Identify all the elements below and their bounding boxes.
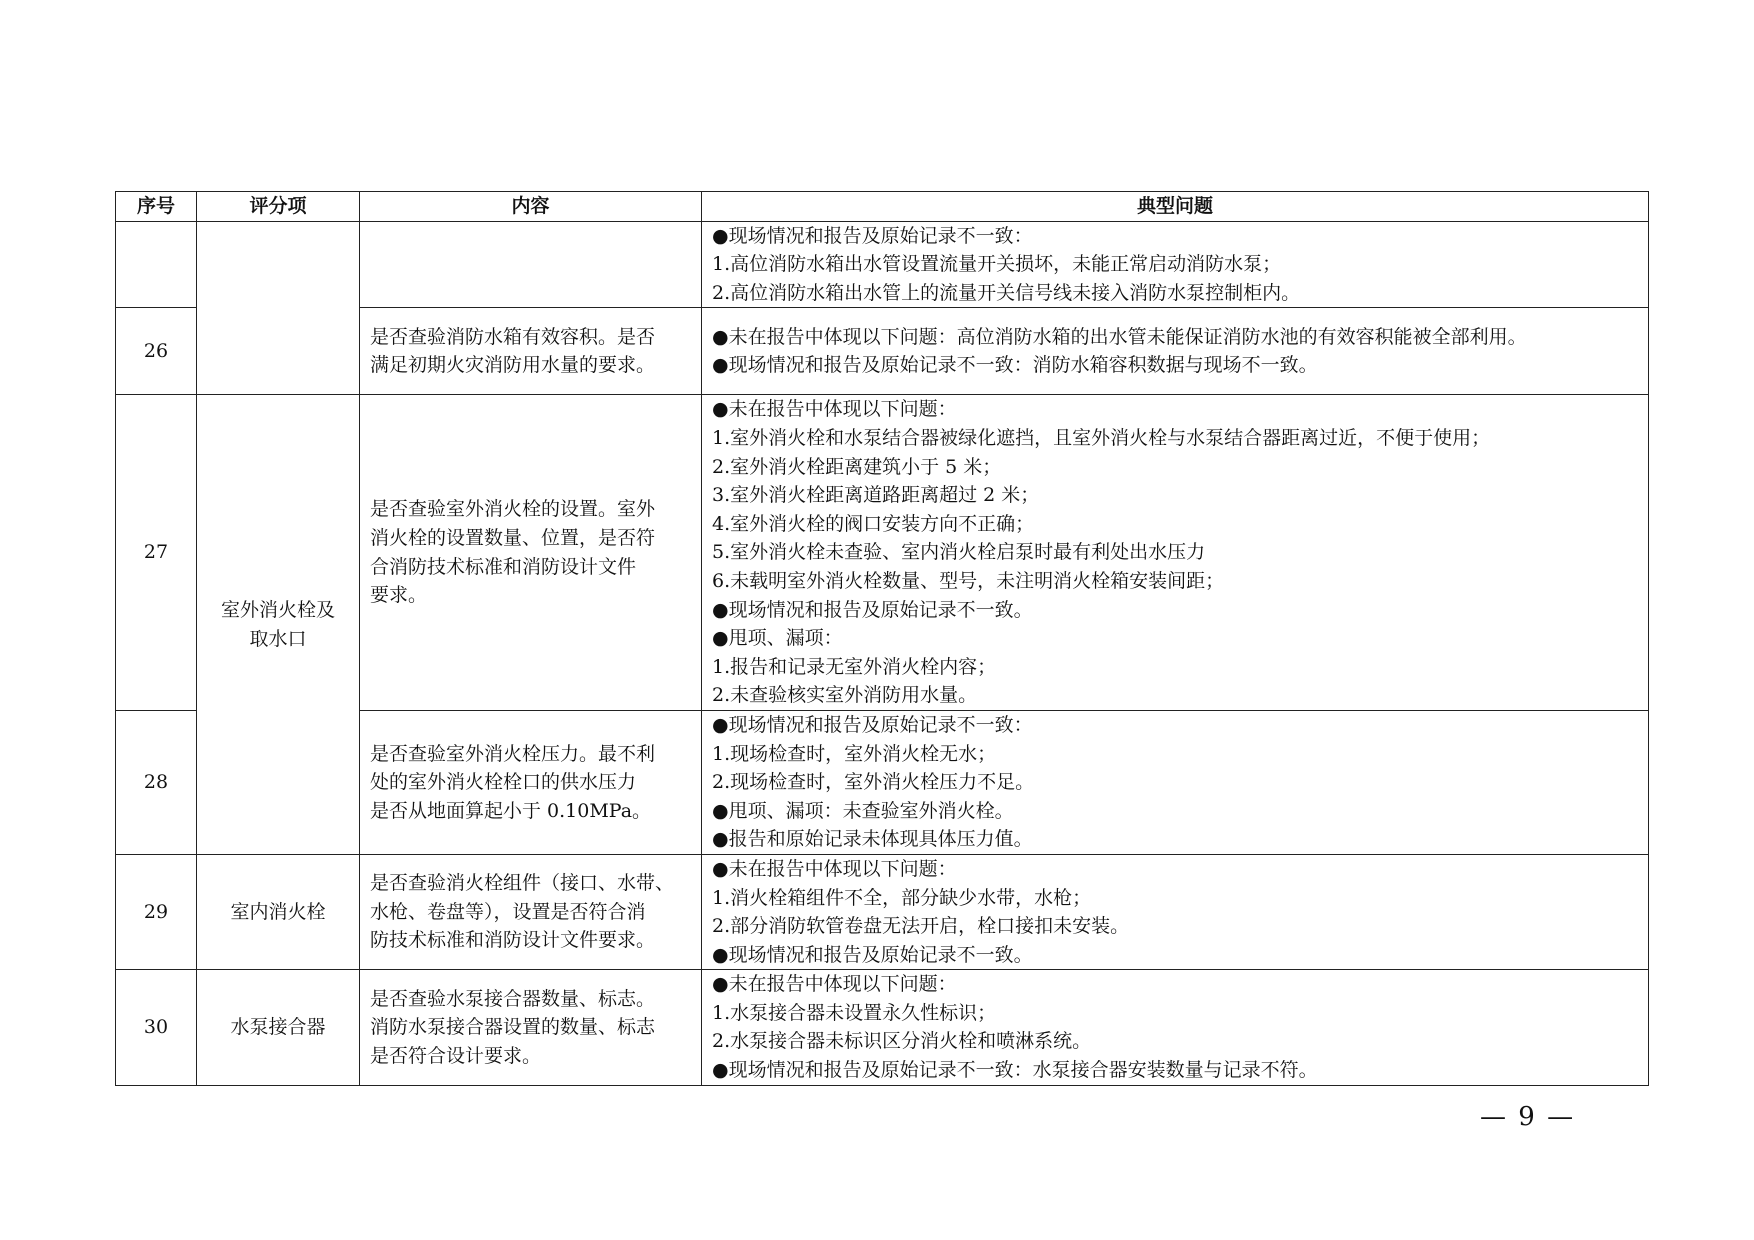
issue-line: ●现场情况和报告及原始记录不一致： xyxy=(712,224,1033,247)
issue-line: 2.室外消火栓距离建筑小于 5 米； xyxy=(712,455,1002,478)
issue-line: 2.未查验核实室外消防用水量。 xyxy=(712,684,978,707)
issue-line: ●现场情况和报告及原始记录不一致：消防水箱容积数据与现场不一致。 xyxy=(712,354,1318,377)
row-issues xyxy=(702,710,1649,854)
header-content: 内容 xyxy=(360,192,702,222)
row-seq: 29 xyxy=(116,854,197,969)
table-row xyxy=(116,221,1649,308)
content-line: 防技术标准和消防设计文件要求。 xyxy=(370,929,656,952)
issue-line: ●未在报告中体现以下问题： xyxy=(712,398,957,421)
row-seq: 26 xyxy=(116,308,197,395)
header-issues: 典型问题 xyxy=(702,192,1649,222)
inspection-table xyxy=(115,191,1649,1086)
row-content xyxy=(360,221,702,308)
row-item-outdoor-hydrant xyxy=(197,395,360,855)
row-seq: 30 xyxy=(116,970,197,1085)
row-item-pump-adapter: 水泵接合器 xyxy=(197,970,360,1085)
row-content xyxy=(360,710,702,854)
table-row xyxy=(116,395,1649,711)
issue-line: ●未在报告中体现以下问题：高位消防水箱的出水管未能保证消防水池的有效容积能被全部利用。 xyxy=(712,325,1527,348)
row-seq: 28 xyxy=(116,710,197,854)
issue-line: 2.水泵接合器未标识区分消火栓和喷淋系统。 xyxy=(712,1030,1092,1053)
table-header-row xyxy=(116,192,1649,222)
issue-line: 1.高位消防水箱出水管设置流量开关损坏，未能正常启动消防水泵； xyxy=(712,253,1282,276)
issue-line: 1.现场检查时，室外消火栓无水； xyxy=(712,742,997,765)
issue-line: 3.室外消火栓距离道路距离超过 2 米； xyxy=(712,484,1040,507)
issue-line: ●报告和原始记录未体现具体压力值。 xyxy=(712,828,1033,851)
content-line: 是否查验水泵接合器数量、标志。 xyxy=(370,987,656,1010)
row-issues xyxy=(702,308,1649,395)
page-number: — 9 — xyxy=(1480,1102,1576,1132)
content-line: 水枪、卷盘等），设置是否符合消 xyxy=(370,900,646,923)
item-line: 室外消火栓及 xyxy=(220,599,335,622)
issue-line: 6.未载明室外消火栓数量、型号，未注明消火栓箱安装间距； xyxy=(712,569,1225,592)
issue-line: 2.现场检查时，室外消火栓压力不足。 xyxy=(712,771,1035,794)
row-issues xyxy=(702,970,1649,1085)
header-seq: 序号 xyxy=(116,192,197,222)
issue-line: 5.室外消火栓未查验、室内消火栓启泵时最有利处出水压力 xyxy=(712,541,1206,564)
issue-line: 1.消火栓箱组件不全，部分缺少水带，水枪； xyxy=(712,886,1092,909)
row-content xyxy=(360,854,702,969)
issue-line: 1.室外消火栓和水泵结合器被绿化遮挡，且室外消火栓与水泵结合器距离过近，不便于使用； xyxy=(712,426,1491,449)
content-line: 满足初期火灾消防用水量的要求。 xyxy=(370,354,656,377)
issue-line: ●现场情况和报告及原始记录不一致： xyxy=(712,713,1033,736)
item-line: 取水口 xyxy=(249,627,307,650)
row-item-indoor-hydrant: 室内消火栓 xyxy=(197,854,360,969)
issue-line: 1.报告和记录无室外消火栓内容； xyxy=(712,655,997,678)
issue-line: 1.水泵接合器未设置永久性标识； xyxy=(712,1001,997,1024)
table-row xyxy=(116,970,1649,1085)
row-item-blank xyxy=(197,221,360,395)
row-seq xyxy=(116,221,197,308)
row-seq: 27 xyxy=(116,395,197,711)
issue-line: ●现场情况和报告及原始记录不一致。 xyxy=(712,598,1033,621)
issue-line: ●甩项、漏项： xyxy=(712,627,843,650)
content-line: 是否查验室外消火栓压力。最不利 xyxy=(370,742,656,765)
issue-line: 2.高位消防水箱出水管上的流量开关信号线未接入消防水泵控制柜内。 xyxy=(712,281,1301,304)
issue-line: ●现场情况和报告及原始记录不一致：水泵接合器安装数量与记录不符。 xyxy=(712,1059,1318,1082)
row-issues xyxy=(702,854,1649,969)
row-content xyxy=(360,308,702,395)
issue-line: ●现场情况和报告及原始记录不一致。 xyxy=(712,943,1033,966)
issue-line: ●甩项、漏项：未查验室外消火栓。 xyxy=(712,799,1014,822)
content-line: 是否符合设计要求。 xyxy=(370,1044,542,1067)
issue-line: ●未在报告中体现以下问题： xyxy=(712,857,957,880)
content-line: 是否查验消火栓组件（接口、水带、 xyxy=(370,872,675,895)
content-line: 合消防技术标准和消防设计文件 xyxy=(370,555,637,578)
content-line: 是否从地面算起小于 0.10MPa。 xyxy=(370,799,652,822)
issue-line: 4.室外消火栓的阀口安装方向不正确； xyxy=(712,512,1035,535)
content-line: 是否查验消防水箱有效容积。是否 xyxy=(370,325,656,348)
content-line: 处的室外消火栓栓口的供水压力 xyxy=(370,771,637,794)
row-issues xyxy=(702,221,1649,308)
issue-line: 2.部分消防软管卷盘无法开启，栓口接扣未安装。 xyxy=(712,915,1130,938)
row-content xyxy=(360,970,702,1085)
content-line: 要求。 xyxy=(370,584,428,607)
content-line: 是否查验室外消火栓的设置。室外 xyxy=(370,498,656,521)
row-issues xyxy=(702,395,1649,711)
table-row xyxy=(116,854,1649,969)
issue-line: ●未在报告中体现以下问题： xyxy=(712,973,957,996)
content-line: 消防水泵接合器设置的数量、标志 xyxy=(370,1016,656,1039)
content-line: 消火栓的设置数量、位置，是否符 xyxy=(370,527,656,550)
row-content xyxy=(360,395,702,711)
header-item: 评分项 xyxy=(197,192,360,222)
